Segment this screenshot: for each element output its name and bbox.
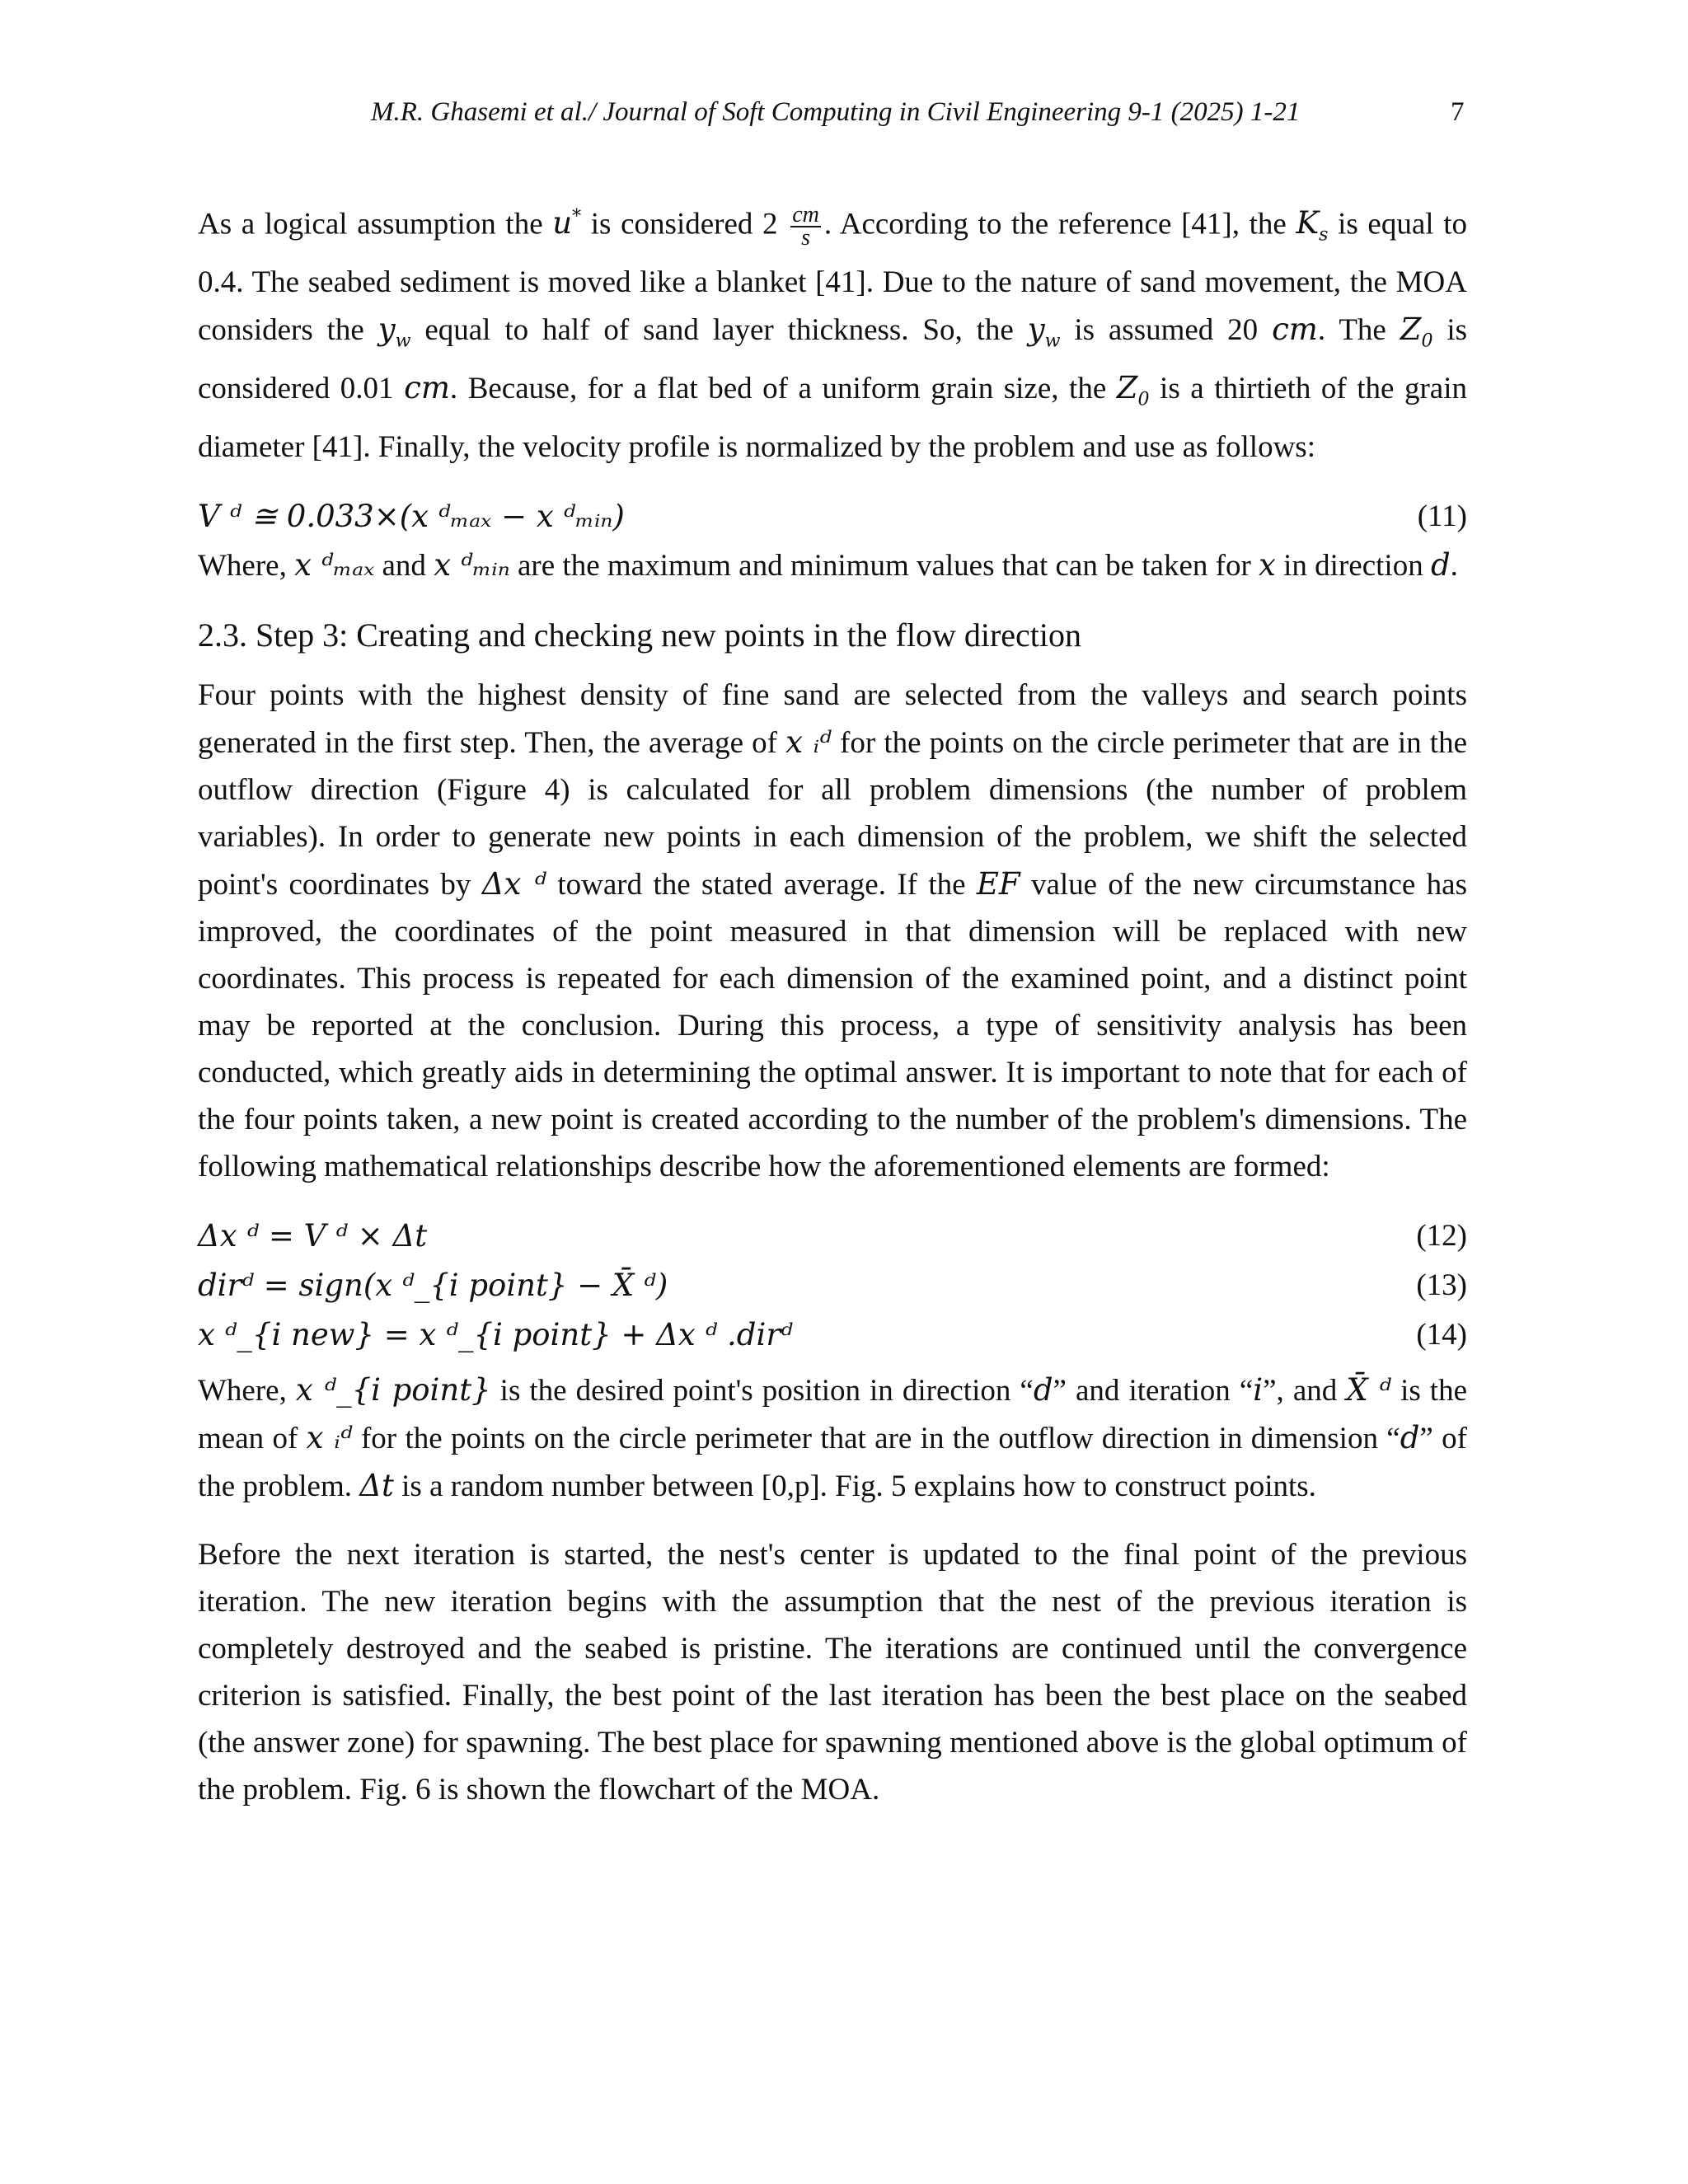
paragraph-iteration: Before the next iteration is started, the nest's center is updated to the final point of the previous iteration. The new iteration begins with the assumption that the nest of the previous iteration is completely destroyed and the seabed is pristine. The iterations are continued until the convergence criterion is satisfied. Finally, the best point of the last iteration has been the best place on the seabed (the answer zone) for spawning. The best place for spawning mentioned above is the global optimum of the problem. Fig. 6 is shown the flowchart of the MOA.: [198, 1537, 1467, 1807]
equation-11-number: (11): [1417, 499, 1467, 533]
running-header: [0, 97, 1688, 138]
equation-14: [198, 1310, 1467, 1360]
equation-12-expression: Δx ᵈ = V ᵈ × Δt: [198, 1217, 428, 1254]
equation-11: [198, 492, 1467, 541]
fraction-cm-per-s: $\frac{cm}{s}$: [792, 201, 819, 251]
running-title: M.R. Ghasemi et al./ Journal of Soft Computing in Civil Engineering 9-1 (2025) 1-21: [371, 97, 1301, 127]
equation-13-number: (13): [1416, 1268, 1467, 1302]
equation-14-number: (14): [1416, 1317, 1467, 1352]
equation-14-expression: x ᵈ_{i new} = x ᵈ_{i point} + Δx ᵈ .dirᵈ: [198, 1316, 793, 1352]
equation-13-expression: dirᵈ = sign(x ᵈ_{i point} − X̄ ᵈ): [198, 1267, 668, 1303]
equation-12: [198, 1212, 1467, 1261]
paragraph-where-1: Where, x ᵈₘₐₓ and x ᵈₘᵢₙ are the maximum and minimum values that can be taken for x in direction d.: [198, 546, 1458, 583]
equation-11-expression: V ᵈ ≅ 0.033×(x ᵈₘₐₓ − x ᵈₘᵢₙ): [198, 498, 625, 534]
paragraph-where-2: Where, x ᵈ_{i point} is the desired point's position in direction “d” and iteration “i”, and X̄ ᵈ is the mean of x ᵢᵈ for the points on the circle perimeter that are in the outflow direction in dimension “d” of the problem. Δt is a random number between [0,p]. Fig. 5 explains how to construct points.: [198, 1371, 1468, 1503]
section-heading: 2.3. Step 3: Creating and checking new points in the flow direction: [198, 616, 1081, 654]
equation-13: [198, 1261, 1467, 1310]
page-number: 7: [1451, 97, 1465, 127]
page-body: [198, 194, 1467, 1813]
paragraph-step-3: Four points with the highest density of fine sand are selected from the valleys and search points generated in the first step. Then, the average of x ᵢᵈ for the points on the circle perimeter that are in the outflow direction (Figure 4) is calculated for all problem dimensions (the number of problem variables). In order to generate new points in each dimension of the problem, we shift the selected point's coordinates by Δx ᵈ toward the stated average. If the EF value of the new circumstance has improved, the coordinates of the point measured in that dimension will be replaced with new coordinates. This process is repeated for each dimension of the examined point, and a distinct point may be reported at the conclusion. During this process, a type of sensitivity analysis has been conducted, which greatly aids in determining the optimal answer. It is important to note that for each of the four points taken, a new point is created according to the number of the problem's dimensions. The following mathematical relationships describe how the aforementioned elements are formed:: [198, 677, 1468, 1183]
paragraph-assumptions: As a logical assumption the u* is considered 2 $\frac{cm}{s}$ . According to the reference [41], the $K_s$ is equal to 0.4. The seabed sediment is moved like a blanket [41]. Due to the nature of sand movement, the MOA considers the $y_w$ equal to half of sand layer thickness. So, the $y_w$ is assumed 20 cm. The $Z_0$ is considered 0.01 cm. Because, for a flat bed of a uniform grain size, the $Z_0$ is a thirtieth of the grain diameter [41]. Finally, the velocity profile is normalized by the problem and use as follows:: [198, 201, 1468, 464]
equation-12-number: (12): [1416, 1218, 1467, 1253]
